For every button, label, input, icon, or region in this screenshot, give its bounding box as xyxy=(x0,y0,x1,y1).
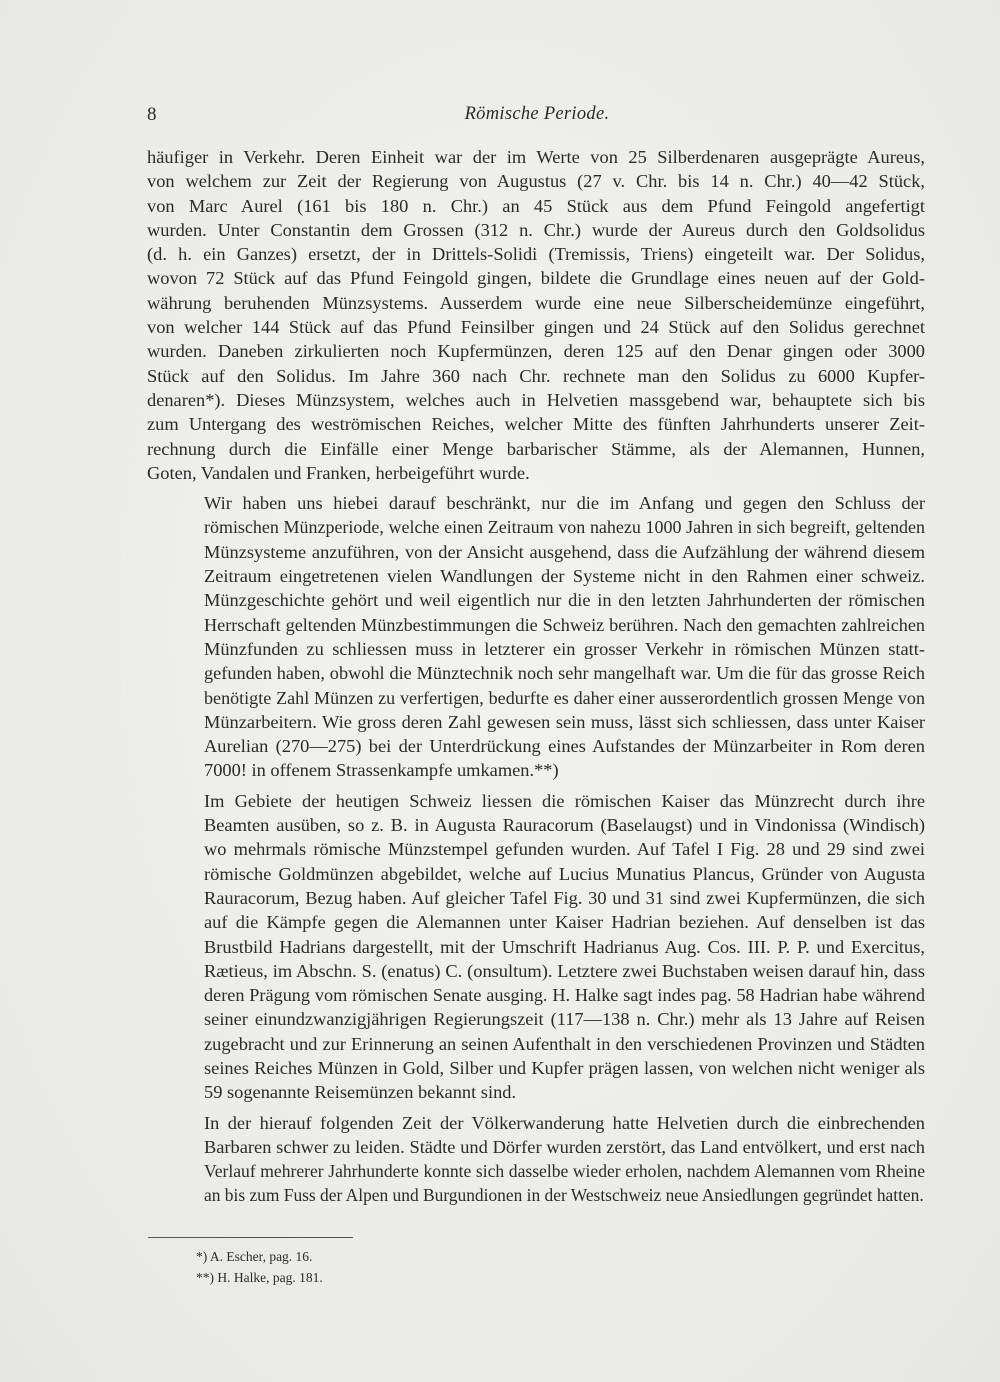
text-line: denaren*). Dieses Münzsystem, welches auch in Helvetien massgebend war, behauptete sich bis xyxy=(147,389,925,410)
paragraph xyxy=(147,789,925,1105)
text-line: gefunden haben, obwohl die Münztechnik noch sehr mangelhaft war. Um die für das grosse Reich xyxy=(204,663,925,684)
body-text xyxy=(147,145,925,1214)
text-line: Im Gebiete der heutigen Schweiz liessen die römischen Kaiser das Münzrecht durch ihre xyxy=(204,790,925,811)
text-line: seiner einundzwanzigjährigen Regierungszeit (117—138 n. Chr.) mehr als 13 Jahre auf Reisen xyxy=(204,1009,925,1030)
page-header xyxy=(147,104,927,130)
text-line: römische Goldmünzen abgebildet, welche auf Lucius Munatius Plancus, Gründer von Augusta xyxy=(204,863,925,884)
text-line: Münzfunden zu schliessen muss in letzterer ein grosser Verkehr in römischen Münzen statt- xyxy=(204,638,925,659)
text-line: von Marc Aurel (161 bis 180 n. Chr.) an 45 Stück aus dem Pfund Feingold angefertigt xyxy=(147,195,925,216)
text-line: Goten, Vandalen und Franken, herbeigeführt wurde. xyxy=(147,462,530,483)
text-line: an bis zum Fuss der Alpen und Burgundionen in der Westschweiz neue Ansiedlungen gegründet hatten. xyxy=(204,1185,924,1206)
text-line: von welchem zur Zeit der Regierung von Augustus (27 v. Chr. bis 14 n. Chr.) 40—42 Stück, xyxy=(147,171,925,192)
text-line: wurden. Daneben zirkulierten noch Kupfermünzen, deren 125 auf den Denar gingen oder 3000 xyxy=(147,341,925,362)
text-line: zum Untergang des weströmischen Reiches, welcher Mitte des fünften Jahrhunderts unserer Zeit- xyxy=(147,414,925,435)
text-line: deren Prägung vom römischen Senate ausging. H. Halke sagt indes pag. 58 Hadrian habe während xyxy=(204,985,925,1006)
footnotes xyxy=(196,1246,323,1288)
text-line: Münzsysteme anzuführen, von der Ansicht ausgehend, dass die Aufzählung der während diesem xyxy=(204,541,925,562)
text-line: häufiger in Verkehr. Deren Einheit war der im Werte von 25 Silberdenaren ausgeprägte Aureus, xyxy=(147,147,925,167)
text-line: wovon 72 Stück auf das Pfund Feingold gingen, bildete die Grundlage eines neuen auf der Gold- xyxy=(147,268,925,289)
text-line: Wir haben uns hiebei darauf beschränkt, nur die im Anfang und gegen den Schluss der xyxy=(204,493,925,514)
text-line: Brustbild Hadrians dargestellt, mit der Umschrift Hadrianus Aug. Cos. III. P. P. und Exercitus, xyxy=(204,936,925,957)
footnote-rule xyxy=(148,1237,353,1238)
text-line: auf die Kämpfe gegen die Alemannen unter Kaiser Hadrian beziehen. Auf denselben ist das xyxy=(204,912,925,933)
text-line: wurden. Unter Constantin dem Grossen (312 n. Chr.) wurde der Aureus durch den Goldsolidus xyxy=(147,219,925,240)
text-line: Beamten ausüben, so z. B. in Augusta Rauracorum (Baselaugst) und in Vindonissa (Windisch) xyxy=(204,815,925,836)
text-line: Barbaren schwer zu leiden. Städte und Dörfer wurden zerstört, das Land entvölkert, und erst nach xyxy=(204,1136,925,1157)
text-line: Münzgeschichte gehört und weil eigentlich nur die in den letzten Jahrhunderten der römischen xyxy=(204,590,925,611)
text-line: Rauracorum, Bezug haben. Auf gleicher Tafel Fig. 30 und 31 sind zwei Kupfermünzen, die sich xyxy=(204,887,925,908)
paragraph xyxy=(147,145,925,485)
text-line: (d. h. ein Ganzes) ersetzt, der in Drittels-Solidi (Tremissis, Triens) eingeteilt war. Der Solidus, xyxy=(147,244,925,265)
text-line: seines Reiches Münzen in Gold, Silber und Kupfer prägen lassen, von welchen nicht weniger als xyxy=(204,1057,925,1078)
text-line: 59 sogenannte Reisemünzen bekannt sind. xyxy=(204,1082,517,1103)
footnote: **) H. Halke, pag. 181. xyxy=(196,1270,323,1285)
page-number: 8 xyxy=(147,104,157,125)
footnote: *) A. Escher, pag. 16. xyxy=(196,1249,313,1264)
text-line: Münzarbeitern. Wie gross deren Zahl gewesen sein muss, lässt sich schliessen, dass unter Kaiser xyxy=(204,711,925,732)
text-line: währung beruhenden Münzsystems. Ausserdem wurde eine neue Silberscheidemünze eingeführt, xyxy=(147,292,925,313)
text-line: benötigte Zahl Münzen zu verfertigen, bedurfte es daher einer ausserordentlich grossen Menge von xyxy=(204,687,925,708)
text-line: Herrschaft geltenden Münzbestimmungen die Schweiz berühren. Nach den gemachten zahlreichen xyxy=(204,614,925,635)
text-line: Verlauf mehrerer Jahrhunderte konnte sich dasselbe wieder erholen, nachdem Alemannen vom Rheine xyxy=(204,1161,925,1182)
text-line: von welcher 144 Stück auf das Pfund Feinsilber gingen und 24 Stück auf den Solidus gerechnet xyxy=(147,317,925,338)
text-line: zugebracht und zur Erinnerung an seinen Aufenthalt in den verschiedenen Provinzen und Städten xyxy=(204,1033,925,1054)
text-line: Rætieus, im Abschn. S. (enatus) C. (onsultum). Letztere zwei Buchstaben weisen darauf hin, dass xyxy=(204,960,925,981)
text-line: In der hierauf folgenden Zeit der Völkerwanderung hatte Helvetien durch die einbrechenden xyxy=(204,1112,925,1133)
text-line: römischen Münzperiode, welche einen Zeitraum von nahezu 1000 Jahren in sich begreift, geltenden xyxy=(204,517,925,538)
running-head: Römische Periode. xyxy=(464,104,610,124)
text-line: Zeitraum eingetretenen vielen Wandlungen der Systeme nicht in den Rahmen einer schweiz. xyxy=(204,566,925,587)
text-line: rechnung durch die Einfälle einer Menge barbarischer Stämme, als der Alemannen, Hunnen, xyxy=(147,438,925,459)
paragraph xyxy=(147,1111,925,1208)
text-line: Stück auf den Solidus. Im Jahre 360 nach Chr. rechnete man den Solidus zu 6000 Kupfer- xyxy=(147,365,925,386)
text-line: 7000! in offenem Strassenkampfe umkamen.**) xyxy=(204,760,559,781)
text-line: Aurelian (270—275) bei der Unterdrückung eines Aufstandes der Münzarbeiter in Rom deren xyxy=(204,736,925,757)
text-line: wo mehrmals römische Münzstempel gefunden wurden. Auf Tafel I Fig. 28 und 29 sind zwei xyxy=(204,839,925,860)
paragraph xyxy=(147,491,925,783)
